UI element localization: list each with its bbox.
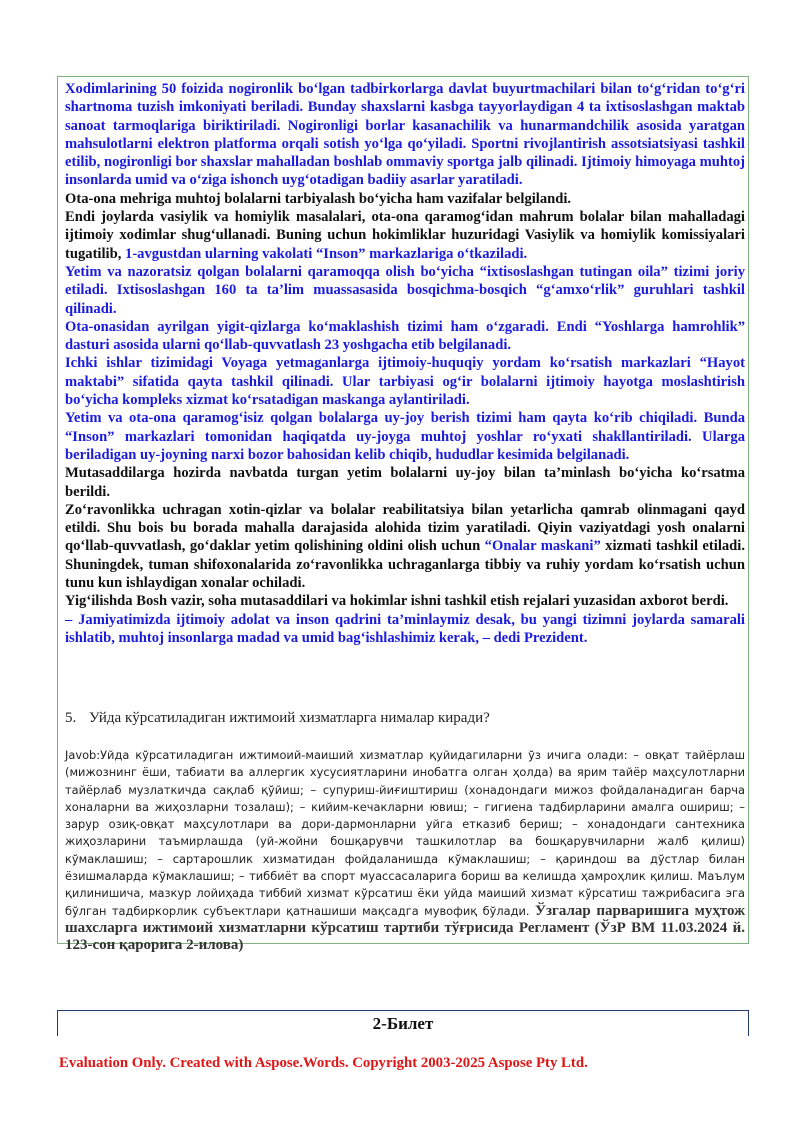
paragraph-4: Yetim va nazoratsiz qolgan bolalarni qaramoqqa olish bo‘yicha “ixtisoslashgan tutingan oila” tizimi joriy etiladi. Ixtisoslashgan 160 ta ta’lim muassasasida bosqichma-bosqich “g‘amxo‘rlik” guruhlari tashkil qilinadi. <box>65 263 745 317</box>
question-text: Уйда кўрсатиладиган ижтимоий хизматларга нималар киради? <box>89 710 490 726</box>
paragraph-6: Ichki ishlar tizimidagi Voyaga yetmaganlarga ijtimoiy-huquqiy yordam ko‘rsatish markazlari “Hayot maktabi” sifatida qayta tashkil qilinadi. Ular tarbiyasi og‘ir bolalarni ijtimoiy hayotga moslashtirish bo‘yicha kompleks xizmat ko‘rsatadigan maskanga aylantiriladi. <box>65 355 745 409</box>
question <box>65 710 745 727</box>
evaluation-notice: Evaluation Only. Created with Aspose.Words. Copyright 2003-2025 Aspose Pty Ltd. <box>59 1055 588 1071</box>
paragraph-8: Mutasaddilarga hozirda navbatda turgan yetim bolalarni uy-joy bilan ta’minlash bo‘yicha ko‘rsatma berildi. <box>65 465 745 500</box>
ticket-title: 2-Билет <box>372 1014 434 1033</box>
paragraph-5: Ota-onasidan ayrilgan yigit-qizlarga ko‘maklashish tizimi ham o‘zgaradi. Endi “Yoshlarga hamrohlik” dasturi asosida ularni qo‘llab-quvvatlash 23 yoshgacha etib belgilanadi. <box>65 318 745 354</box>
question-number: 5. <box>65 710 77 726</box>
paragraph-9 <box>65 501 745 592</box>
paragraph-11: – Jamiyatimizda ijtimoiy adolat va inson qadrini ta’minlaymiz desak, bu yangi tizimni joylarda samarali ishlatib, muhtoj insonlarga madad va umid bag‘ishlashimiz kerak, – dedi Prezident. <box>65 611 745 646</box>
answer <box>65 747 745 955</box>
article-body <box>65 80 745 647</box>
paragraph-10: Yig‘ilishda Bosh vazir, soha mutasaddilari va hokimlar ishni tashkil etish rejalari yuzasidan axborot berdi. <box>65 593 729 610</box>
paragraph-7: Yetim va ota-ona qaramog‘isiz qolgan bolalarga uy-joy berish tizimi ham qayta ko‘rib chiqiladi. Bunda “Inson” markazlari tomonidan haqiqatda uy-joyga muhtoj yoshlar ro‘yxati shakllantiriladi. Ularga beriladigan uy-joyning narxi bozor bahosidan kelib chiqib, hududlar kesimida belgilanadi. <box>65 410 745 463</box>
paragraph-3-part-1: Endi joylarda vasiylik va homiylik masalalari, ota-ona qaramog‘idan mahrum bolalar bilan mahalladagi ijtimoiy xodimlar shug‘ullanadi. Buning uchun hokimliklar huzuridagi Vasiylik va homiylik komissiyalari tugatilib, <box>65 209 745 262</box>
paragraph-2: Ota-ona mehriga muhtoj bolalarni tarbiyalash bo‘yicha ham vazifalar belgilandi. <box>65 190 572 207</box>
ticket-header <box>57 1010 749 1036</box>
paragraph-9-part-3: xizmati tashkil etiladi. Shuningdek, tuman shifoxonalarida zo‘ravonlikka uchraganlarga tibbiy va ruhiy yordam ko‘rsatish uchun tunu kun ishlaydigan xonalar ochiladi. <box>65 538 745 592</box>
paragraph-3 <box>65 208 745 263</box>
paragraph-3-part-2: 1-avgustdan ularning vakolati “Inson” markazlariga o‘tkaziladi. <box>125 245 528 262</box>
paragraph-9-part-1: Zo‘ravonlikka uchragan xotin-qizlar va bolalar reabilitatsiya bilan yetarlicha qamrab olinmagani qayd etildi. Shu bois bu borada mahalla darajasida alohida tizim yaratiladi. Qiyin vaziyatdagi yosh onalarni qo‘llab-quvvatlash, go‘daklar yetim qolishining oldini olish uchun <box>65 501 745 555</box>
paragraph-9-part-2: “Onalar maskani” <box>484 538 601 555</box>
answer-text: Javob:Уйда кўрсатиладиган ижтимоий-маиший хизматлар қуйидагиларни ўз ичига олади: – овқат тайёрлаш (мижознинг ёши, табиати ва аллергик хусусиятларини инобатга олган ҳолда) ва ярим тайёр маҳсулотларни тайёрлаб музлаткичда сақлаб қўйиш; – супуриш-йиғиштириш (хонадондаги мижоз фойдаланадиган барча хоналарни ва жиҳозларни тозалаш); – кийим-кечакларни ювиш; – гигиена тадбирларини амалга ошириш; – зарур озиқ-овқат маҳсулотлари ва дори-дармонларни уйга етказиб бериш; – хонадондаги сантехника жиҳозларини таъмирлашда (уй-жойни бошқарувчи ташкилотлар ва бошқарувчиларни жалб қилиш) кўмаклашиш; – сартарошлик хизматидан фойдаланишда кўмаклашиш; – қариндош ва дўстлар билан ёзишмаларда кўмаклашиш; – тиббиёт ва спорт муассасаларига бориш ва келишда ҳамроҳлик қилиш. Маълум қилинишича, мазкур лойиҳада тиббий хизмат кўрсатиш ёки уйда маиший хизмат кўрсатиш тажрибасига эга бўлган тадбиркорлик субъектлари қатнашиши мақсадга мувофиқ бўлади. <box>65 748 745 918</box>
answer-reference: Ўзгалар парваришига муҳтож шахсларга ижтимоий хизматларни кўрсатиш тартиби тўғрисида Регламент (ЎзР ВМ 11.03.2024 й. 123-сон қарорига 2-илова) <box>65 902 745 954</box>
paragraph-1: Xodimlarining 50 foizida nogironlik bo‘lgan tadbirkorlarga davlat buyurtmachilari bilan to‘g‘ridan to‘g‘ri shartnoma tuzish imkoniyati beriladi. Bunday shaxslarni kasbga tayyorlaydigan 4 ta ixtisoslashgan maktab sanoat tarmoqlariga biriktiriladi. Nogironligi borlar kasanachilik va hunarmandchilik asosida yaratgan mahsulotlarni elektron platforma orqali sotish yo‘lga qo‘yiladi. Sportni rivojlantirish assotsiatsiyasi tashkil etilib, nogironligi bor shaxslar mahalladan boshlab ommaviy sportga jalb qilinadi. Ijtimoiy himoyaga muhtoj insonlarda umid va o‘ziga ishonch uyg‘otadigan badiiy asarlar yaratiladi. <box>65 81 745 189</box>
